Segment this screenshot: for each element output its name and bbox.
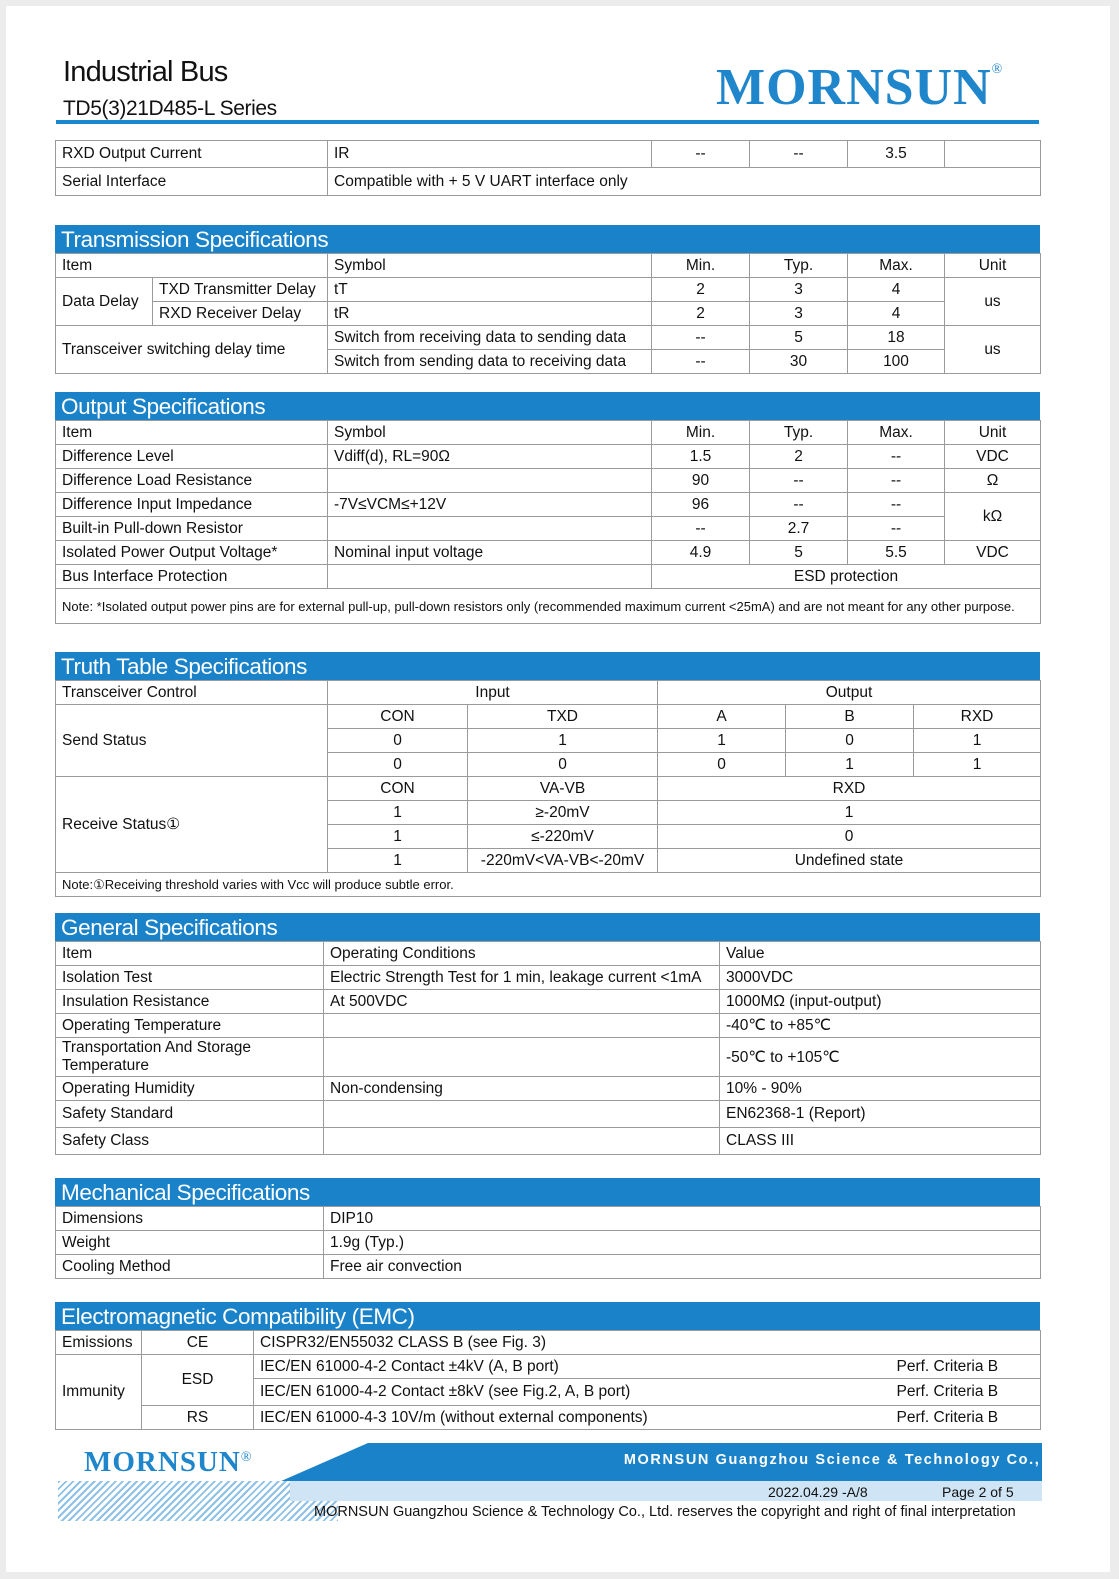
note-row: [56, 873, 1041, 897]
cell: 0: [328, 729, 468, 753]
header-divider: [56, 120, 1039, 124]
table-row: [56, 278, 1041, 302]
row-value: -40℃ to +85℃: [720, 1014, 1041, 1038]
cell-min: 96: [652, 493, 750, 517]
table-row: [56, 1014, 1041, 1038]
row-label: Difference Input Impedance: [56, 493, 328, 517]
row-value: 3000VDC: [720, 966, 1041, 990]
table-row: [56, 302, 1041, 326]
row-condition: [324, 1038, 720, 1077]
cell: 1: [658, 729, 786, 753]
send-status-label: Send Status: [56, 705, 328, 777]
cell-max: 3.5: [848, 141, 945, 168]
output-section: [55, 392, 1040, 624]
table-row: [56, 1207, 1041, 1231]
cell-max: 4: [848, 278, 945, 302]
table-row: [56, 1077, 1041, 1101]
cell: A: [658, 705, 786, 729]
header-symbol: Symbol: [328, 254, 652, 278]
cell: 0: [786, 729, 914, 753]
cell-typ: 2: [750, 445, 848, 469]
cell-min: 1.5: [652, 445, 750, 469]
section-title: Output Specifications: [55, 392, 1040, 420]
row-label: Bus Interface Protection: [56, 565, 328, 589]
cell-unit: us: [945, 326, 1041, 374]
table-row: [56, 1231, 1041, 1255]
cell: ≥-20mV: [468, 801, 658, 825]
row-symbol: [328, 517, 652, 541]
row-label: Insulation Resistance: [56, 990, 324, 1014]
transmission-section: [55, 225, 1040, 374]
perf-criteria: Perf. Criteria B: [891, 1379, 1041, 1406]
cell-min: 2: [652, 302, 750, 326]
cell: B: [786, 705, 914, 729]
section-title: Transmission Specifications: [55, 225, 1040, 253]
header-value: Value: [720, 942, 1041, 966]
row-value: -50℃ to +105℃: [720, 1038, 1041, 1077]
doc-title: Industrial Bus: [63, 56, 228, 88]
cell-max: 100: [848, 350, 945, 374]
header-max: Max.: [848, 254, 945, 278]
emissions-label: Emissions: [56, 1331, 142, 1355]
cell-unit: Ω: [945, 469, 1041, 493]
cell-typ: 2.7: [750, 517, 848, 541]
perf-criteria: Perf. Criteria B: [891, 1355, 1041, 1379]
cell: TXD: [468, 705, 658, 729]
table-row: [56, 469, 1041, 493]
cell: 1: [914, 729, 1041, 753]
cell-max: --: [848, 445, 945, 469]
page-number: Page 2 of 5: [942, 1484, 1014, 1500]
bus-protection-value: ESD protection: [652, 565, 1041, 589]
switch-delay-label: Transceiver switching delay time: [56, 326, 328, 374]
row-value: Free air convection: [324, 1255, 1041, 1279]
header-typ: Typ.: [750, 254, 848, 278]
header-item: Item: [56, 421, 328, 445]
table-row: [56, 1038, 1041, 1077]
header-input: Input: [328, 681, 658, 705]
esd-standard: IEC/EN 61000-4-2 Contact ±4kV (A, B port): [254, 1355, 891, 1379]
cell: 1: [328, 801, 468, 825]
rs-label: RS: [142, 1406, 254, 1430]
cell: 1: [328, 849, 468, 873]
header-max: Max.: [848, 421, 945, 445]
table-header-row: [56, 421, 1041, 445]
cell: CON: [328, 777, 468, 801]
section-title: Mechanical Specifications: [55, 1178, 1040, 1206]
table-row: [56, 517, 1041, 541]
cell: ≤-220mV: [468, 825, 658, 849]
row-value: DIP10: [324, 1207, 1041, 1231]
cell: 0: [328, 753, 468, 777]
cell-min: 2: [652, 278, 750, 302]
header-item: Item: [56, 254, 328, 278]
emc-section: [55, 1302, 1040, 1430]
cell-max: 18: [848, 326, 945, 350]
table-header-row: [56, 254, 1041, 278]
table-row: [56, 1101, 1041, 1128]
section-title: General Specifications: [55, 913, 1040, 941]
cell-unit: kΩ: [945, 493, 1041, 541]
table-row: [56, 705, 1041, 729]
table-row: [56, 445, 1041, 469]
row-value: EN62368-1 (Report): [720, 1101, 1041, 1128]
header-unit: Unit: [945, 421, 1041, 445]
footer-company: MORNSUN Guangzhou Science & Technology Co., Ltd.: [623, 1452, 1079, 1468]
row-symbol: Nominal input voltage: [328, 541, 652, 565]
cell-typ: --: [750, 141, 848, 168]
footer-info-band: [290, 1481, 1042, 1501]
row-symbol: -7V≤VCM≤+12V: [328, 493, 652, 517]
row-condition: Electric Strength Test for 1 min, leakage current <1mA: [324, 966, 720, 990]
ce-label: CE: [142, 1331, 254, 1355]
cell: 1: [786, 753, 914, 777]
cell: RXD: [658, 777, 1041, 801]
table-row: [56, 1355, 1041, 1379]
cell-typ: 30: [750, 350, 848, 374]
cell-min: --: [652, 326, 750, 350]
cell-typ: --: [750, 493, 848, 517]
truth-table-section: [55, 652, 1040, 897]
output-note: Note: *Isolated output power pins are for external pull-up, pull-down resistors only (recommended maximum current <25mA) and are not meant for any other purpose.: [56, 589, 1041, 624]
cell-typ: 5: [750, 326, 848, 350]
immunity-label: Immunity: [56, 1355, 142, 1430]
cell-max: 5.5: [848, 541, 945, 565]
cell-min: --: [652, 141, 750, 168]
cell-typ: 5: [750, 541, 848, 565]
table-row: [56, 990, 1041, 1014]
row-label: Isolated Power Output Voltage*: [56, 541, 328, 565]
esd-standard: IEC/EN 61000-4-2 Contact ±8kV (see Fig.2, A, B port): [254, 1379, 891, 1406]
doc-series: TD5(3)21D485-L Series: [63, 97, 277, 120]
txd-delay-label: TXD Transmitter Delay: [153, 278, 328, 302]
table-row: [56, 541, 1041, 565]
cell-min: 90: [652, 469, 750, 493]
footer-copyright: MORNSUN Guangzhou Science & Technology Co., Ltd. reserves the copyright and right of final interpretation: [314, 1504, 1016, 1520]
header-min: Min.: [652, 254, 750, 278]
ce-standard: CISPR32/EN55032 CLASS B (see Fig. 3): [254, 1331, 1041, 1355]
serial-interface-label: Serial Interface: [56, 168, 328, 196]
row-label: Weight: [56, 1231, 324, 1255]
header-symbol: Symbol: [328, 421, 652, 445]
perf-criteria: Perf. Criteria B: [891, 1406, 1041, 1430]
header-conditions: Operating Conditions: [324, 942, 720, 966]
cell: 1: [328, 825, 468, 849]
serial-interface-value: Compatible with + 5 V UART interface only: [328, 168, 1041, 196]
header-unit: Unit: [945, 254, 1041, 278]
row-label: Safety Standard: [56, 1101, 324, 1128]
row-label: Isolation Test: [56, 966, 324, 990]
table-row: [56, 168, 1041, 196]
cell: 1: [468, 729, 658, 753]
table-row: [56, 1406, 1041, 1430]
cell-min: 4.9: [652, 541, 750, 565]
row-label: Built-in Pull-down Resistor: [56, 517, 328, 541]
row-value: CLASS III: [720, 1128, 1041, 1155]
row-condition: [324, 1014, 720, 1038]
switch-condition: Switch from sending data to receiving data: [328, 350, 652, 374]
row-condition: Non-condensing: [324, 1077, 720, 1101]
cell-unit: us: [945, 278, 1041, 326]
row-value: 1.9g (Typ.): [324, 1231, 1041, 1255]
cell: 0: [658, 825, 1041, 849]
rxd-current-symbol: IR: [328, 141, 652, 168]
row-label: Operating Temperature: [56, 1014, 324, 1038]
rxd-delay-symbol: tR: [328, 302, 652, 326]
row-label: Cooling Method: [56, 1255, 324, 1279]
receive-status-label: Receive Status①: [56, 777, 328, 873]
txd-delay-symbol: tT: [328, 278, 652, 302]
row-symbol: [328, 565, 652, 589]
row-condition: At 500VDC: [324, 990, 720, 1014]
mechanical-section: [55, 1178, 1040, 1279]
cell: 1: [914, 753, 1041, 777]
cell-typ: --: [750, 469, 848, 493]
rs-standard: IEC/EN 61000-4-3 10V/m (without external components): [254, 1406, 891, 1430]
header-output: Output: [658, 681, 1041, 705]
cell-typ: 3: [750, 302, 848, 326]
table-header-row: [56, 942, 1041, 966]
row-label: Dimensions: [56, 1207, 324, 1231]
section-title: Truth Table Specifications: [55, 652, 1040, 680]
general-section: [55, 913, 1040, 1155]
cell-max: 4: [848, 302, 945, 326]
cell-unit: VDC: [945, 445, 1041, 469]
row-value: 1000MΩ (input-output): [720, 990, 1041, 1014]
table-row: [56, 565, 1041, 589]
cell: 1: [658, 801, 1041, 825]
header-min: Min.: [652, 421, 750, 445]
cell: RXD: [914, 705, 1041, 729]
top-rows-table: [55, 140, 1040, 196]
row-condition: [324, 1128, 720, 1155]
row-label: Operating Humidity: [56, 1077, 324, 1101]
table-row: [56, 1331, 1041, 1355]
row-condition: [324, 1101, 720, 1128]
row-label: Difference Load Resistance: [56, 469, 328, 493]
table-header-row: [56, 681, 1041, 705]
table-row: [56, 326, 1041, 350]
data-delay-label: Data Delay: [56, 278, 153, 326]
esd-label: ESD: [142, 1355, 254, 1406]
header-item: Item: [56, 942, 324, 966]
table-row: [56, 493, 1041, 517]
header-typ: Typ.: [750, 421, 848, 445]
switch-condition: Switch from receiving data to sending data: [328, 326, 652, 350]
cell-max: --: [848, 517, 945, 541]
table-row: [56, 1255, 1041, 1279]
note-row: [56, 589, 1041, 624]
cell: CON: [328, 705, 468, 729]
table-row: [56, 1128, 1041, 1155]
cell-typ: 3: [750, 278, 848, 302]
header-control: Transceiver Control: [56, 681, 328, 705]
footer-date: 2022.04.29 -A/8: [768, 1484, 868, 1500]
cell: Undefined state: [658, 849, 1041, 873]
row-symbol: [328, 469, 652, 493]
cell-unit: [945, 141, 1041, 168]
row-label: Transportation And Storage Temperature: [56, 1038, 324, 1077]
row-label: Safety Class: [56, 1128, 324, 1155]
cell-unit: VDC: [945, 541, 1041, 565]
cell: -220mV<VA-VB<-20mV: [468, 849, 658, 873]
cell-min: --: [652, 350, 750, 374]
row-symbol: Vdiff(d), RL=90Ω: [328, 445, 652, 469]
cell: VA-VB: [468, 777, 658, 801]
cell-min: --: [652, 517, 750, 541]
table-row: [56, 777, 1041, 801]
footer-logo: MORNSUN®: [84, 1446, 253, 1478]
row-label: Difference Level: [56, 445, 328, 469]
table-row: [56, 141, 1041, 168]
table-row: [56, 966, 1041, 990]
cell-max: --: [848, 493, 945, 517]
cell: 0: [658, 753, 786, 777]
section-title: Electromagnetic Compatibility (EMC): [55, 1302, 1040, 1330]
truth-note: Note:①Receiving threshold varies with Vcc will produce subtle error.: [56, 873, 1041, 897]
cell: 0: [468, 753, 658, 777]
brand-logo: MORNSUN®: [716, 59, 1004, 116]
rxd-delay-label: RXD Receiver Delay: [153, 302, 328, 326]
rxd-current-label: RXD Output Current: [56, 141, 328, 168]
cell-max: --: [848, 469, 945, 493]
row-value: 10% - 90%: [720, 1077, 1041, 1101]
